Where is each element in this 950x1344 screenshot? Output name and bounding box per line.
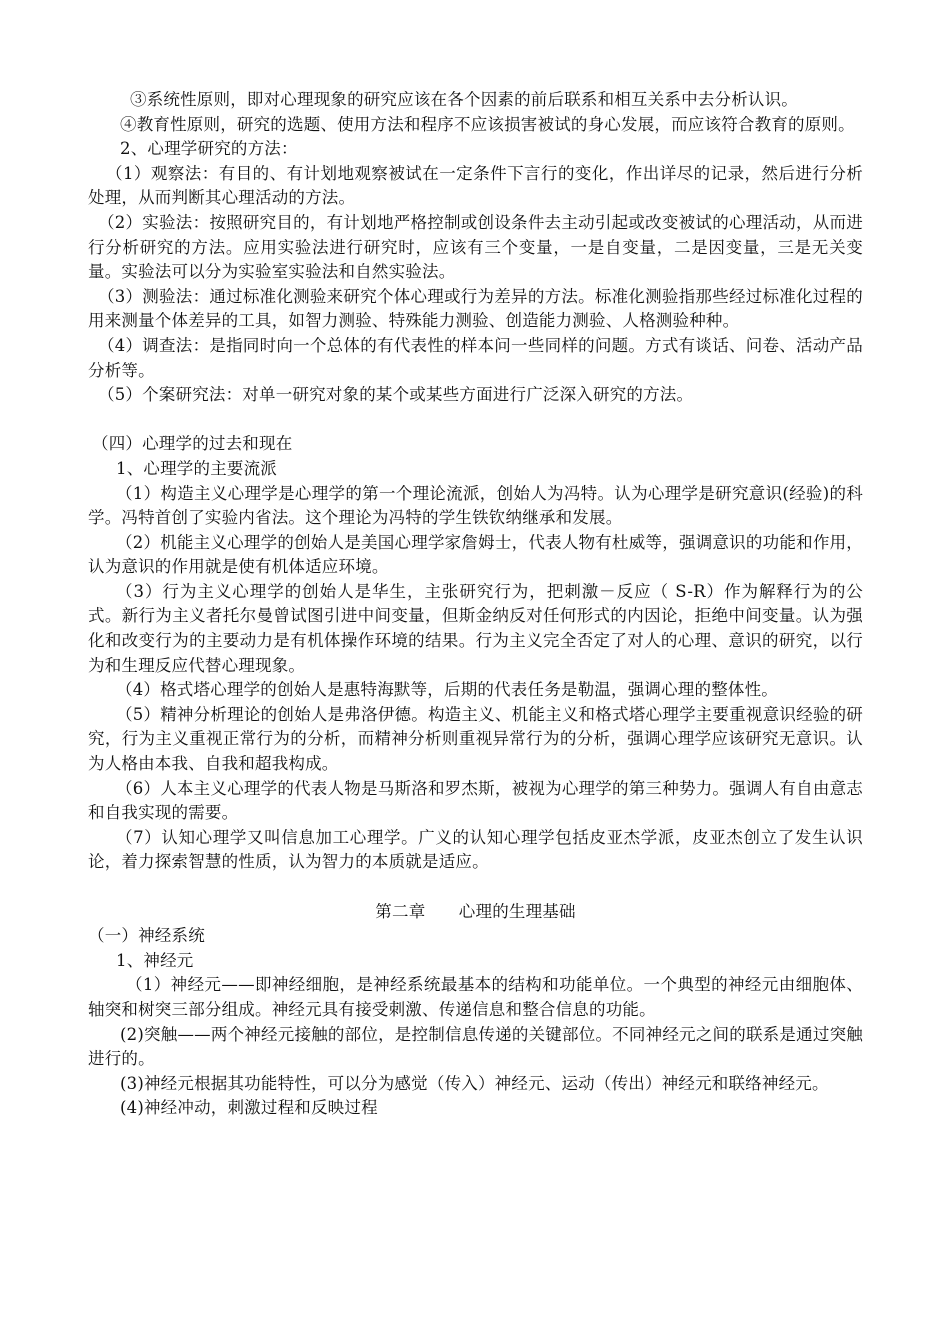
paragraph-neuron-definition: （1）神经元——即神经细胞，是神经系统最基本的结构和功能单位。一个典型的神经元由细胞体、轴突和树突三部分组成。神经元具有接受刺激、传递信息和整合信息的功能。	[88, 975, 863, 1019]
paragraph-structuralism: （1）构造主义心理学是心理学的第一个理论流派，创始人为冯特。认为心理学是研究意识(经验)的科学。冯特首创了实验内省法。这个理论为冯特的学生铁钦纳继承和发展。	[88, 483, 863, 528]
paragraph-neuron-types: (3)神经元根据其功能特性，可以分为感觉（传入）神经元、运动（传出）神经元和联络神经元。	[120, 1073, 829, 1093]
paragraph-survey-method: （4）调查法：是指同时向一个总体的有代表性的样本问一些同样的问题。方式有谈话、问卷、活动产品分析等。	[88, 335, 863, 380]
paragraph-experiment-method: （2）实验法：按照研究目的，有计划地严格控制或创设条件去主动引起或改变被试的心理活动，从而进行分析研究的方法。应用实验法进行研究时，应该有三个变量，一是自变量，二是因变量，三是无关变量。实验法可以分为实验室实验法和自然实验法。	[88, 212, 863, 282]
section-heading-history: （四）心理学的过去和现在	[92, 434, 293, 454]
blank-line	[88, 408, 863, 433]
document-page	[88, 88, 863, 1121]
paragraph-humanistic: （6）人本主义心理学的代表人物是马斯洛和罗杰斯，被视为心理学的第三种势力。强调人有自由意志和自我实现的需要。	[88, 778, 863, 823]
paragraph-gestalt: （4）格式塔心理学的创始人是惠特海默等，后期的代表任务是勒温，强调心理的整体性。	[116, 680, 778, 700]
paragraph-systematic-principle: ③系统性原则，即对心理现象的研究应该在各个因素的前后联系和相互关系中去分析认识。	[130, 90, 798, 109]
paragraph-psychoanalysis: （5）精神分析理论的创始人是弗洛伊德。构造主义、机能主义和格式塔心理学主要重视意识经验的研究，行为主义重视正常行为的分析，而精神分析则重视异常行为的分析，强调心理学应该研究无意识。认为人格由本我、自我和超我构成。	[88, 704, 863, 774]
subheading-main-schools: 1、心理学的主要流派	[116, 458, 277, 478]
chapter-title: 第二章 心理的生理基础	[375, 901, 576, 921]
paragraph-test-method: （3）测验法：通过标准化测验来研究个体心理或行为差异的方法。标准化测验指那些经过标准化过程的用来测量个体差异的工具，如智力测验、特殊能力测验、创造能力测验、人格测验种种。	[88, 286, 863, 331]
paragraph-nerve-impulse: (4)神经冲动，刺激过程和反映过程	[120, 1098, 378, 1118]
subheading-neuron: 1、神经元	[116, 950, 194, 970]
heading-research-methods: 2、心理学研究的方法：	[120, 139, 298, 159]
section-heading-nervous-system: （一）神经系统	[88, 926, 205, 946]
paragraph-observation-method: （1）观察法：有目的、有计划地观察被试在一定条件下言行的变化，作出详尽的记录，然后进行分析处理，从而判断其心理活动的方法。	[88, 163, 863, 208]
paragraph-cognitive: （7）认知心理学又叫信息加工心理学。广义的认知心理学包括皮亚杰学派，皮亚杰创立了发生认识论，着力探索智慧的性质，认为智力的本质就是适应。	[88, 827, 863, 872]
paragraph-case-study-method: （5）个案研究法：对单一研究对象的某个或某些方面进行广泛深入研究的方法。	[98, 385, 694, 405]
paragraph-educational-principle: ④教育性原则，研究的选题、使用方法和程序不应该损害被试的身心发展，而应该符合教育的原则。	[120, 114, 855, 134]
paragraph-behaviorism: （3）行为主义心理学的创始人是华生，主张研究行为，把刺激－反应（ S-R）作为解释行为的公式。新行为主义者托尔曼曾试图引进中间变量，但斯金纳反对任何形式的内因论，拒绝中间变量。认为强化和改变行为的主要动力是有机体操作环境的结果。行为主义完全否定了对人的心理、意识的研究，以行为和生理反应代替心理现象。	[88, 581, 863, 675]
paragraph-synapse: (2)突触——两个神经元接触的部位，是控制信息传递的关键部位。不同神经元之间的联系是通过突触进行的。	[88, 1024, 863, 1069]
blank-line	[88, 875, 863, 900]
paragraph-functionalism: （2）机能主义心理学的创始人是美国心理学家詹姆士，代表人物有杜威等，强调意识的功能和作用，认为意识的作用就是使有机体适应环境。	[88, 532, 863, 577]
